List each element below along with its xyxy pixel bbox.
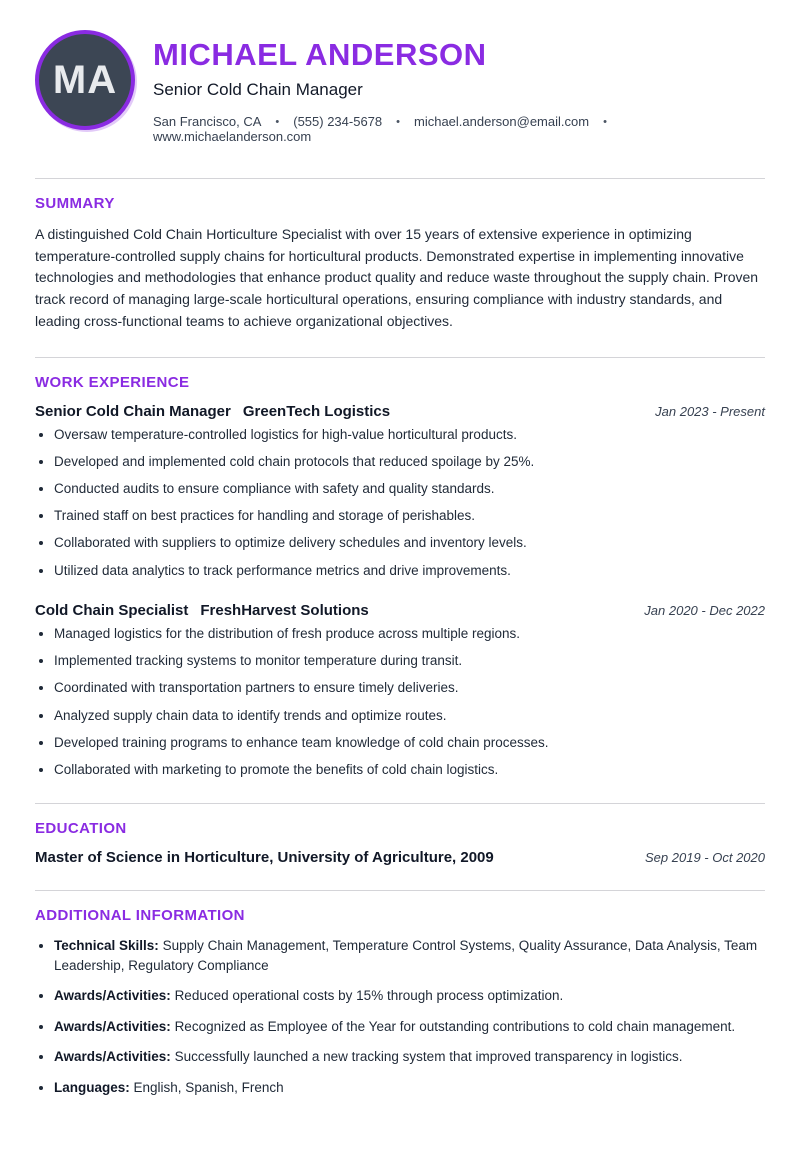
additional-item-text: Successfully launched a new tracking system that improved transparency in logistics. — [174, 1049, 683, 1065]
additional-item — [54, 936, 765, 975]
job-bullet: • Analyzed supply chain data to identify trends and optimize routes. — [54, 707, 765, 725]
job-bullet: • Oversaw temperature-controlled logistics for high-value horticultural products. — [54, 426, 765, 444]
job-bullet: • Implemented tracking systems to monitor temperature during transit. — [54, 652, 765, 670]
additional-item-label: Awards/Activities: — [54, 988, 171, 1004]
additional-item-text: Reduced operational costs by 15% through process optimization. — [174, 988, 564, 1004]
job-header — [35, 403, 765, 420]
job-bullet: • Managed logistics for the distribution of fresh produce across multiple regions. — [54, 625, 765, 643]
education-heading: EDUCATION — [35, 820, 127, 838]
job-bullet: • Utilized data analytics to track performance metrics and drive improvements. — [54, 562, 765, 580]
additional-item — [54, 1078, 765, 1098]
contact-separator: • — [275, 115, 280, 128]
section-summary — [35, 178, 765, 332]
job-bullet: • Collaborated with suppliers to optimize delivery schedules and inventory levels. — [54, 534, 765, 552]
contact-email: michael.anderson@email.com — [414, 114, 590, 130]
avatar — [35, 30, 135, 130]
job-dates: Jan 2020 - Dec 2022 — [644, 602, 765, 618]
resume-header — [35, 30, 765, 154]
additional-heading: ADDITIONAL INFORMATION — [35, 907, 245, 925]
job-bullet: • Coordinated with transportation partners to ensure timely deliveries. — [54, 679, 765, 697]
additional-item — [54, 1047, 765, 1067]
job-bullet: • Collaborated with marketing to promote the benefits of cold chain logistics. — [54, 761, 765, 779]
contact-phone: (555) 234-5678 — [293, 114, 383, 130]
avatar-initials: MA — [52, 57, 118, 102]
job-bullet: • Conducted audits to ensure compliance with safety and quality standards. — [54, 480, 765, 498]
education-degree: Master of Science in Horticulture, University of Agriculture, 2009 — [35, 849, 494, 867]
summary-text: A distinguished Cold Chain Horticulture Specialist with over 15 years of extensive experience in optimizing temperature-controlled supply chains for horticultural products. Demonstrated expertise in implementing innovative technologies and methodologies that enhance product quality and reduce waste throughout the supply chain. Proven track record of managing large-scale horticultural operations, ensuring compliance with industry standards, and leading cross-functional teams to achieve organizational objectives. — [35, 226, 759, 329]
job-company: FreshHarvest Solutions — [200, 601, 369, 619]
job-dates: Jan 2023 - Present — [655, 403, 765, 419]
additional-item-text: English, Spanish, French — [133, 1079, 284, 1095]
work-heading: WORK EXPERIENCE — [35, 373, 190, 391]
contact-row — [153, 114, 765, 144]
job-company: GreenTech Logistics — [242, 402, 391, 420]
summary-heading: SUMMARY — [35, 195, 115, 213]
additional-item-text: Recognized as Employee of the Year for outstanding contributions to cold chain management. — [174, 1018, 736, 1034]
candidate-name: MICHAEL ANDERSON — [153, 37, 487, 72]
job-bullet-list — [35, 426, 765, 580]
additional-item-label: Technical Skills: — [54, 938, 159, 954]
section-additional-information — [35, 890, 765, 1097]
contact-separator: • — [396, 115, 400, 128]
education-entry — [35, 849, 765, 866]
job-bullet: • Developed and implemented cold chain protocols that reduced spoilage by 25%. — [54, 453, 765, 471]
job-bullet: • Trained staff on best practices for handling and storage of perishables. — [54, 507, 765, 525]
additional-item-label: Languages: — [54, 1079, 130, 1095]
contact-website: www.michaelanderson.com — [153, 129, 312, 145]
job-bullet: • Developed training programs to enhance team knowledge of cold chain processes. — [54, 734, 765, 752]
additional-item — [54, 986, 765, 1006]
additional-item — [54, 1017, 765, 1037]
additional-item-label: Awards/Activities: — [54, 1049, 171, 1065]
education-dates: Sep 2019 - Oct 2020 — [645, 850, 765, 866]
header-text — [153, 30, 765, 144]
job-title — [35, 403, 390, 420]
contact-separator: • — [603, 115, 607, 128]
section-work-experience — [35, 357, 765, 780]
section-education — [35, 803, 765, 866]
job-entry — [35, 602, 765, 779]
job-header — [35, 602, 765, 619]
additional-item-label: Awards/Activities: — [54, 1018, 171, 1034]
candidate-title: Senior Cold Chain Manager — [153, 80, 363, 100]
job-role: Cold Chain Specialist — [35, 601, 189, 619]
job-title — [35, 602, 369, 619]
additional-item-text: Supply Chain Management, Temperature Control Systems, Quality Assurance, Data Analysis, Team Leadership, Regulatory Compliance — [54, 938, 758, 973]
job-entry — [35, 403, 765, 580]
job-bullet-list — [35, 625, 765, 779]
contact-location: San Francisco, CA — [153, 114, 262, 130]
additional-list — [35, 936, 765, 1097]
job-role: Senior Cold Chain Manager — [35, 402, 231, 420]
